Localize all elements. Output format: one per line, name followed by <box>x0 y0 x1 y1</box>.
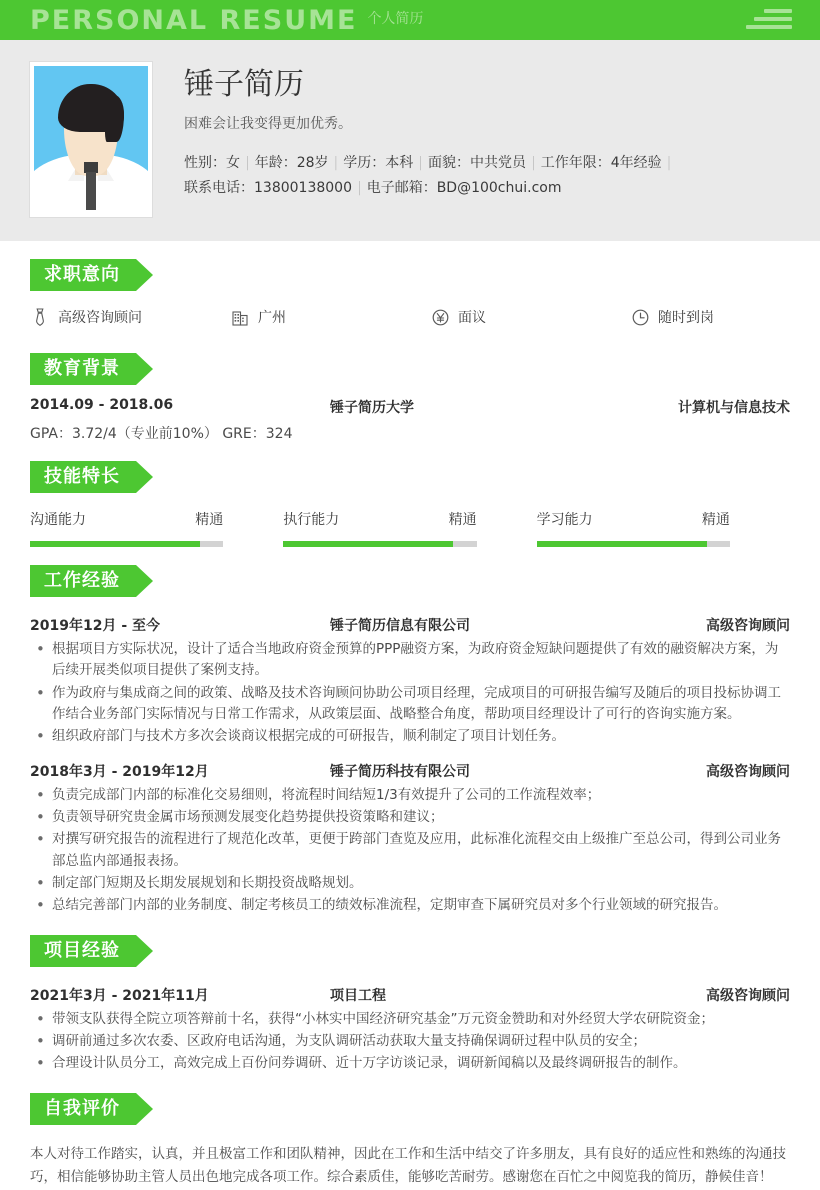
page-header <box>0 0 820 40</box>
section-tag-wrap <box>30 935 790 967</box>
list-item: • 作为政府与集成商之间的政策、战略及技术咨询顾问协助公司项目经理，完成项目的可研报告编写及随后的项目投标协调工作结合业务部门实际情况与日常工作需求，从政策层面、战略整合角度，帮助项目经理设计了可行的咨询实施方案。 <box>30 683 790 726</box>
profile-details <box>152 62 790 217</box>
section-tag-wrap <box>30 259 790 291</box>
intent-city <box>230 307 430 327</box>
section-tag-wrap <box>30 565 790 597</box>
skill-name: 沟通能力 <box>30 512 86 528</box>
meta-line-1 <box>184 151 790 177</box>
list-item: • 负责领导研究贵金属市场预测发展变化趋势提供投资策略和建议； <box>30 807 790 828</box>
list-item: • 负责完成部门内部的标准化交易细则，将流程时间结短1/3有效提升了公司的工作流程效率； <box>30 785 790 806</box>
skill-progress-track <box>30 541 223 547</box>
intent-salary-label: 面议 <box>458 310 486 326</box>
skill-level: 精通 <box>448 512 477 528</box>
avatar-hair-side <box>105 95 124 142</box>
project-entry <box>30 973 790 1075</box>
section-title-work-experience: 工作经验 <box>30 565 136 597</box>
skill-name: 学习能力 <box>536 512 593 528</box>
building-icon <box>230 307 250 327</box>
candidate-meta <box>184 151 790 203</box>
list-item: • 合理设计队员分工，高效完成上百份问券调研、近十万字访谈记录，调研新闻稿以及最终调研报告的制作。 <box>30 1053 790 1074</box>
work-entry-head <box>30 753 790 783</box>
section-job-intention <box>0 259 820 335</box>
project-entry-head <box>30 977 790 1007</box>
section-education <box>0 353 820 443</box>
hamburger-line-1 <box>764 9 792 13</box>
candidate-motto: 困难会让我变得更加优秀。 <box>184 115 352 132</box>
meta-separator: | <box>666 154 672 171</box>
meta-separator: | <box>418 154 423 171</box>
list-item: • 组织政府部门与技术方多次会谈商议根据完成的可研报告，顺利制定了项目计划任务。 <box>30 726 790 747</box>
skill-header <box>283 509 476 529</box>
meta-years: 工作年限：4年经验 <box>540 154 662 171</box>
work-company: 锤子简历科技有限公司 <box>330 763 470 780</box>
section-title-skills: 技能特长 <box>30 461 136 493</box>
section-self-evaluation <box>0 1093 820 1190</box>
hamburger-menu-icon[interactable] <box>746 9 792 33</box>
header-title-cn: 个人简历 <box>367 11 424 27</box>
intent-availability-label: 随时到岗 <box>658 310 714 326</box>
skill-progress-fill <box>283 541 453 547</box>
section-title-project-experience: 项目经验 <box>30 935 136 967</box>
meta-separator: | <box>333 154 339 171</box>
education-major: 计算机与信息技术 <box>678 400 790 416</box>
meta-separator: | <box>245 154 250 171</box>
meta-line-2 <box>184 176 790 202</box>
section-tag-wrap <box>30 461 790 493</box>
section-project-experience <box>0 935 820 1075</box>
candidate-name: 锤子简历 <box>184 67 304 102</box>
skill-progress-track <box>283 541 476 547</box>
skill-item <box>537 509 790 547</box>
project-name: 项目工程 <box>330 987 386 1004</box>
section-title-education: 教育背景 <box>30 353 136 385</box>
meta-age: 年龄：28岁 <box>254 154 329 171</box>
project-period: 2021年3月 - 2021年11月 <box>30 987 209 1004</box>
meta-separator: | <box>356 180 362 197</box>
work-bullets <box>30 639 790 748</box>
skill-name: 执行能力 <box>283 512 340 528</box>
skill-item <box>30 509 283 547</box>
work-company: 锤子简历信息有限公司 <box>330 618 470 634</box>
yuan-currency-icon <box>430 307 450 327</box>
project-role: 高级咨询顾问 <box>706 987 790 1004</box>
intent-availability <box>630 307 820 327</box>
intent-city-label: 广州 <box>258 310 286 326</box>
meta-political: 面貌：中共党员 <box>427 154 526 171</box>
work-bullets <box>30 785 790 917</box>
skills-row <box>30 499 790 547</box>
skill-progress-fill <box>537 541 707 547</box>
list-item: • 带领支队获得全院立项答辩前十名，获得“小林实中国经济研究基金”万元资金赞助和对外经贸大学农研院资金； <box>30 1009 790 1030</box>
work-period: 2019年12月 - 至今 <box>30 618 161 634</box>
meta-email: 电子邮箱：BD@100chui.com <box>366 180 562 197</box>
education-detail: GPA：3.72/4（专业前10%） GRE：324 <box>30 426 293 442</box>
section-title-self-evaluation: 自我评价 <box>30 1093 136 1125</box>
section-title-job-intention: 求职意向 <box>30 259 136 291</box>
hamburger-line-3 <box>746 25 792 29</box>
hamburger-line-2 <box>754 17 792 21</box>
skill-level: 精通 <box>195 512 224 528</box>
self-evaluation-text: 本人对待工作踏实，认真，并且极富工作和团队精神，因此在工作和生活中结交了许多朋友，具有良好的适应性和熟练的沟通技巧，相信能够协助主管人员出色地完成各项工作。综合素质佳，能够吃苦耐劳。感谢您在百忙之中阅览我的简历，静候佳音！ <box>30 1145 786 1186</box>
skill-level: 精通 <box>701 512 730 528</box>
intent-position <box>30 307 230 327</box>
education-entry-head <box>30 391 790 417</box>
intent-salary <box>430 307 630 327</box>
project-bullets <box>30 1009 790 1075</box>
section-work-experience <box>0 565 820 917</box>
header-title-en: PERSONAL RESUME <box>30 4 358 36</box>
skill-header <box>537 509 730 529</box>
work-entry <box>30 749 790 917</box>
list-item: • 总结完善部门内部的业务制度、制定考核员工的绩效标准流程，定期审查下属研究员对多个行业领域的研究报告。 <box>30 895 790 916</box>
list-item: • 对撰写研究报告的流程进行了规范化改革，更便于跨部门查览及应用，此标准化流程交由上级推广至总公司，得到公司业务部总监内部通报表扬。 <box>30 829 790 872</box>
job-intention-row <box>30 297 790 335</box>
section-tag-wrap <box>30 353 790 385</box>
education-period: 2014.09 - 2018.06 <box>30 397 174 413</box>
avatar-tie <box>86 172 96 210</box>
meta-phone: 联系电话：13800138000 <box>184 180 352 197</box>
work-role: 高级咨询顾问 <box>706 618 790 634</box>
work-entry-head <box>30 607 790 637</box>
intent-position-label: 高级咨询顾问 <box>58 310 142 326</box>
avatar-illustration <box>34 66 148 213</box>
list-item: • 制定部门短期及长期发展规划和长期投资战略规划。 <box>30 873 790 894</box>
section-skills <box>0 461 820 547</box>
work-entry <box>30 603 790 748</box>
skill-header <box>30 509 223 529</box>
skill-progress-fill <box>30 541 200 547</box>
work-period: 2018年3月 - 2019年12月 <box>30 763 209 780</box>
skill-progress-track <box>537 541 730 547</box>
meta-degree: 学历：本科 <box>343 154 414 171</box>
skill-item <box>283 509 536 547</box>
clock-icon <box>630 307 650 327</box>
work-role: 高级咨询顾问 <box>706 763 790 780</box>
list-item: • 根据项目方实际状况，设计了适合当地政府资金预算的PPP融资方案，为政府资金短缺问题提供了有效的融资解决方案，为后续开展类似项目提供了案例支持。 <box>30 639 790 682</box>
profile-panel <box>0 40 820 241</box>
necktie-icon <box>30 307 50 327</box>
meta-gender: 性别：女 <box>184 154 240 171</box>
education-school: 锤子简历大学 <box>330 400 414 416</box>
section-tag-wrap <box>30 1093 790 1125</box>
avatar <box>30 62 152 217</box>
list-item: • 调研前通过多次农委、区政府电话沟通，为支队调研活动获取大量支持确保调研过程中队员的安全； <box>30 1031 790 1052</box>
meta-separator: | <box>530 154 536 171</box>
